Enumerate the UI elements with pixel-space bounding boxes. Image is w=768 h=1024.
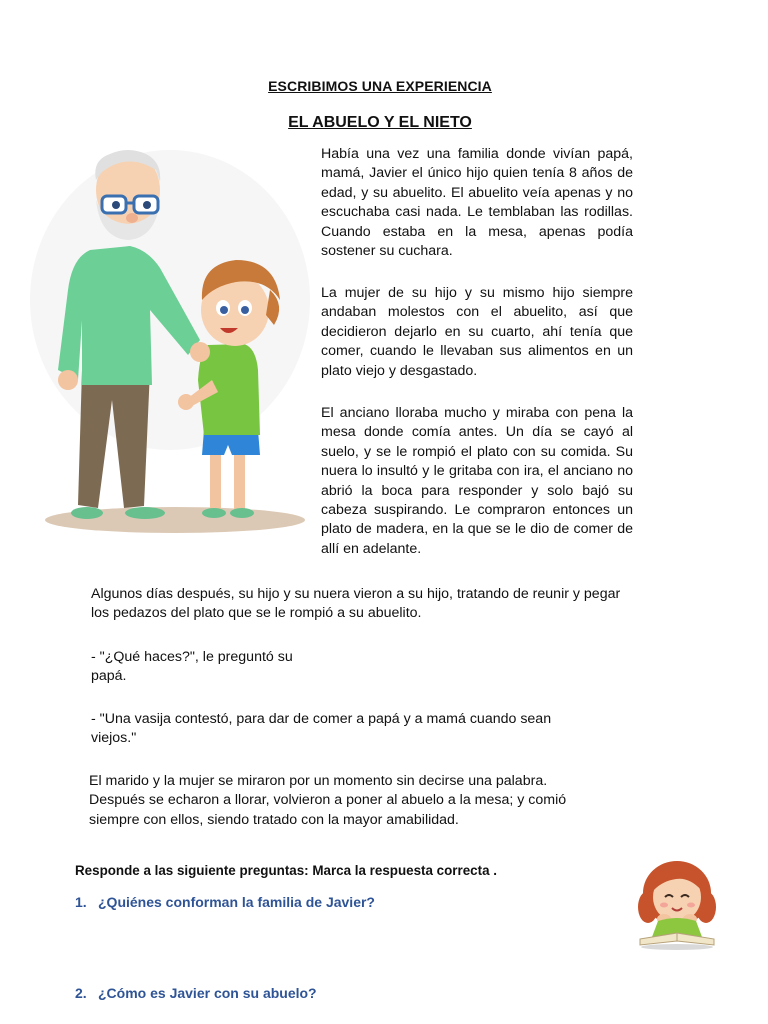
question-2-number: 2. bbox=[75, 985, 87, 1001]
paragraph-6: - "Una vasija contestó, para dar de comer a papá y a mamá cuando sean viejos." bbox=[91, 711, 552, 747]
question-1 bbox=[75, 894, 375, 910]
paragraph-7: El marido y la mujer se miraron por un momento sin decirse una palabra. Después se echaron a llorar, volvieron a poner al abuelo a la mesa; y comió siempre con ellos, siendo tratado con la mayor amabilidad. bbox=[89, 773, 567, 828]
section-heading: ESCRIBIMOS UNA EXPERIENCIA bbox=[268, 78, 492, 94]
girl-reading-illustration bbox=[636, 855, 718, 950]
paragraph-4: Algunos días después, su hijo y su nuera vieron a su hijo, tratando de reunir y pegar los pedazos del plato que se le rompió a su abuelito. bbox=[91, 586, 621, 622]
question-2 bbox=[75, 985, 317, 1001]
question-1-number: 1. bbox=[75, 894, 87, 910]
story-title: EL ABUELO Y EL NIETO bbox=[288, 114, 472, 131]
paragraph-3: El anciano lloraba mucho y miraba con pena la mesa donde comía antes. Un día se cayó al suelo, y se le rompió el plato con su comida. Su nuera lo insultó y le gritaba con ira, el anciano no abrió la boca para responder y solo bajó su cabeza suspirando. Le compraron entonces un plato de madera, en la que se le dio de comer de allí en adelante. bbox=[321, 405, 633, 557]
question-2-text: ¿Cómo es Javier con su abuelo? bbox=[98, 985, 317, 1001]
grandfather-grandson-illustration bbox=[30, 140, 315, 535]
question-1-text: ¿Quiénes conforman la familia de Javier? bbox=[98, 894, 375, 910]
paragraph-1: Había una vez una familia donde vivían papá, mamá, Javier el único hijo quien tenía 8 años de edad, y su abuelito. El abuelito veía apenas y no escuchaba casi nada. Le temblaban las rodillas. Cuando estaba en la mesa, apenas podía sostener su cuchara. bbox=[321, 146, 633, 260]
paragraph-5: - "¿Qué haces?", le preguntó su papá. bbox=[91, 649, 293, 685]
paragraph-2: La mujer de su hijo y su mismo hijo siempre andaban molestos con el abuelito, así que decidieron dejarlo en su cuarto, ahí tenía que comer, cuando le llevaban sus alimentos en un plato viejo y desgastado. bbox=[321, 285, 633, 379]
instructions: Responde a las siguiente preguntas: Marca la respuesta correcta . bbox=[75, 863, 497, 878]
